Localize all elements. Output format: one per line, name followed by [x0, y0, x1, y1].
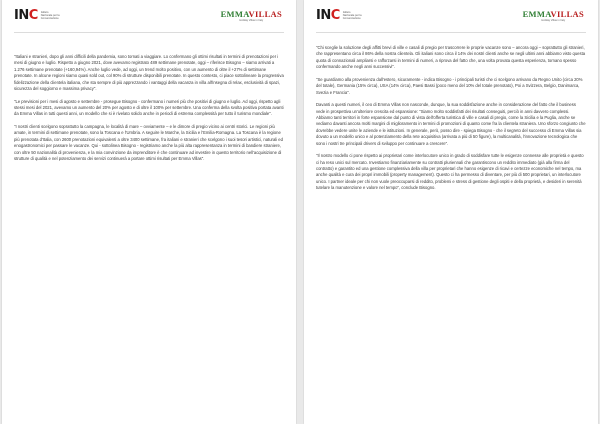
inc-logo-tagline: Istituto Nazionale per la Comunicazione: [342, 11, 362, 20]
page-header: [14, 8, 284, 28]
paragraph: "Le previsioni per i mesi di agosto e settembre - prosegue Bisogno - confermano i numeri più che positivi di giugno e luglio. Ad oggi, rispetto agli stessi mesi del 2021, avevamo un aumento del 20% per agosto e di oltre il 100% per settembre. Una conferma della svolta positiva portata avanti da Emma Villas in tutti questi anni, un modello che si è rivelato solido anche in periodi di estrema complessità per tutto il turismo mondiale".: [14, 98, 284, 117]
page-header: [316, 8, 586, 28]
inc-logo-word: INC: [14, 8, 38, 23]
paragraph: "Se guardiamo alla provenienza dall'estero, sicuramente - indica Bisogno - i principali turisti che ci scelgono arrivano da Regno Unito (circa 20% del totale), Germania (15% circa), USA (14% circa), Paesi Bassi (poco meno del 10% del totale prenotato), Poi a Svizzera, Belgio, Danimarca, Svezia e Francia".: [316, 76, 583, 95]
paragraph: Davanti a questi numeri, il ceo di Emma Villas non nasconde, dunque, la sua soddisfazione anche in considerazione del fatto che il business vede in prospettiva un'ulteriore crescita ed espansione: "Siamo molto soddisfatti dei risultati conseguiti, perciò in anni davvero complessi. Abbiamo tanti territori in forte espansione dal punto di vista dell'offerta turistica di ville e casali di pregio, come la Sicilia e la Puglia, anche se vediamo davanti ancora molti margini di miglioramento in termini di promozioni di quanto come fra la clientela straniera. Uno sforzo congiunto che dovrebbe vedere unite le aziende e le istituzioni. In generale, però, posso dire - spiega Bisogno - che il segreto del successo di Emma Villas sia dovuto a un modello unico e al potenziamento della rete acquisitiva (arrivata a più di 50 figure), la multicanalità, l'innovazione tecnologica che sono i nostri tre principali drivers di sviluppo per continuare a crescere".: [316, 102, 586, 146]
header-divider: [316, 32, 586, 33]
left-page: [2, 0, 296, 424]
emma-villas-logo-tagline: Holiday Villas in Italy: [541, 19, 566, 22]
right-page: [304, 0, 598, 424]
emma-villas-logo: [523, 9, 584, 22]
emma-villas-logo: [221, 9, 282, 22]
paragraph: "Chi sceglie la soluzione degli affitti brevi di ville e casali di pregio per trascorrere le proprie vacanze sono – ancora oggi – soprattutto gli stranieri, che rappresentano circa il 86% della nostra clientela. Gli italiani sono circa il 14% dei nostri clienti anche se negli ultimi anni abbiamo visto questa quota di connazionali ampliarsi e rafforzarsi in termini di numeri, a riprova del fatto che, una volta provata questa esperienza, tornano spesso confermando anche negli anni successivi".: [316, 45, 586, 70]
header-divider: [14, 32, 284, 33]
emma-villas-logo-word: EMMAVILLAS: [522, 9, 584, 19]
inc-logo: [316, 8, 373, 23]
paragraph: "Il nostro modello ci pone rispetto ai proprietari come interlocutore unico in grado di soddisfare tutte le esigenze connesse alle proprietà e questo ci ha reso unici sul mercato. Investiamo finanziariamente su contratti pluriennali che garantiscono un reddito immediato (già alla firma del contratto) e garantito ed una gestione complessiva della villa per proprietari che hanno esigenze di ricavi e certezze economiche nel tempo, ma anche qualità e cura dei propri immobili (property management). Questo ci ha permesso di diventare, per più di 500 proprietari, un interlocutore unico. I partner ideale per chi non vuole preoccuparsi di reddito, problemi e stress di gestione degli ospiti e della proprietà, e desideri in serenità tutelare la manutenzione e valore nel tempo", conclude Bisogno.: [316, 153, 584, 191]
inc-logo: [14, 8, 71, 23]
paragraph: "I nostri clienti scelgono soprattutto la campagna, le località di mare – ovviamente – e le dimore di pregio vicino ai centri storici. Le regioni più amate, in termini di settimane prenotate, sono la Toscana e l'Umbria. A seguire le Marche, la Sicilia e l'Emilia-Romagna. La Toscana è la regione più prenotata d'Italia, con 2600 prenotazioni equivalenti a oltre 3400 settimane, fra italiani e stranieri che scelgono i suoi tesori artistici, naturali ed enogastronomici per passare le vacanze. Qui - sottolinea Bisogno - registriamo anche la più alta rappresentanza in termini di bandiere straniere, con oltre 50 nazionalità di provenienza, e la mia convinzione da imprenditore è che continuare ad investire in questo territorio nell'acquisizione di strutture di qualità e nel potenziamento dei servizi continuerà a portare ottimi risultati per Emma Villas".: [14, 124, 283, 162]
inc-logo-word: INC: [316, 8, 340, 23]
emma-villas-logo-tagline: Holiday Villas in Italy: [239, 19, 264, 22]
left-page-body: [14, 54, 284, 169]
emma-villas-logo-word: EMMAVILLAS: [220, 9, 282, 19]
right-page-body: [316, 45, 586, 198]
inc-logo-tagline: Istituto Nazionale per la Comunicazione: [40, 11, 60, 20]
paragraph: "Italiani e stranieri, dopo gli anni difficili della pandemia, sono tornati a viaggiare. Lo confermano gli ottimi risultati in termini di prenotazioni per i mesi di giugno e luglio. Rispetto a giugno 2021, dove avevamo registrato 489 settimane prenotate, oggi – riferisce Bisogno – siamo arrivati a 1.276 settimane prenotate (+160,94%). Anche luglio vede, ad oggi, un trend molto positivo, con un aumento di oltre il +27% di settimane prenotate. In alcune regioni siamo quasi sold out, col 90% di strutture disponibili prenotate. In questo contesto, ci piace sottolineare la progressiva fidelizzazione della clientela italiana, che sta sempre di più apprezzando i vantaggi della vacanza in villa all'insegna di relax, esclusività di spazi, sicurezza del soggiorno e massima privacy".: [14, 54, 284, 92]
